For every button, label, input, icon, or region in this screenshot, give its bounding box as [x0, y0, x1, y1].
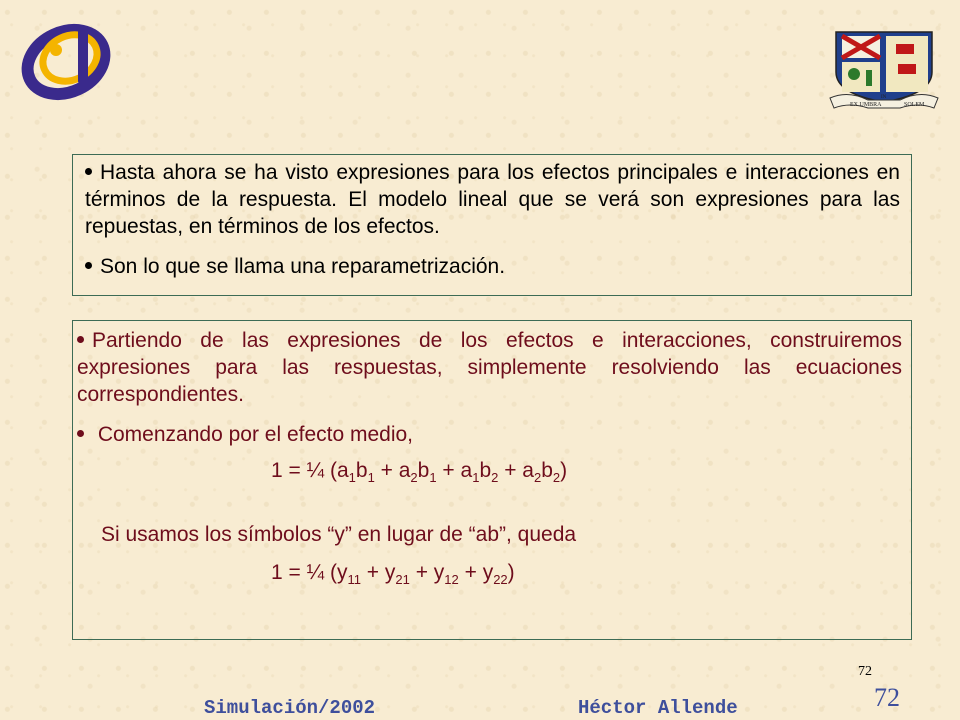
- text-box-intro: [72, 154, 912, 296]
- page-number: 72: [874, 683, 900, 712]
- crest-motto-right: SOLEM: [904, 102, 925, 108]
- bullet-dot-icon: [85, 262, 92, 269]
- crest-motto-mid: IN: [881, 95, 887, 100]
- bullet-dot-icon: [77, 430, 84, 437]
- text-box-derivation: [72, 320, 912, 640]
- bullet-item: [77, 421, 902, 448]
- bullet-text: Comenzando por el efecto medio,: [92, 423, 414, 446]
- bullet-dot-icon: [77, 336, 84, 343]
- bullet-text: Partiendo de las expresiones de los efectos e interacciones, construiremos expresiones para las respuestas, simplemente resolviendo las ecuaciones correspondientes.: [77, 329, 902, 406]
- footer-author: Héctor Allende: [578, 697, 738, 719]
- equation-mean-effect-ab: 1 = ¼ $(a_1b_1 + a_2b_1 + a_1b_2 + a_2b_2)$: [271, 459, 568, 486]
- equation-mean-effect-y: 1 = ¼ $(y_{11} + y_{21} + y_{12} + y_{22})$: [271, 561, 515, 588]
- bullet-item: [85, 253, 900, 280]
- institution-logo: [18, 10, 124, 102]
- bullet-text: Son lo que se llama una reparametrización.: [100, 255, 506, 278]
- bullet-text: Hasta ahora se ha visto expresiones para los efectos principales e interacciones en términos de la respuesta. El modelo lineal que se verá son expresiones para las repuestas, en términos de los efectos.: [85, 161, 900, 238]
- symbol-substitution-text: Si usamos los símbolos “y” en lugar de “ab”, queda: [101, 523, 577, 546]
- page-number-small: 72: [858, 664, 872, 679]
- bullet-item: [77, 327, 902, 408]
- university-crest-logo: [828, 28, 940, 112]
- crest-motto-left: EX UMBRA: [850, 102, 882, 108]
- footer-course: Simulación/2002: [204, 697, 376, 719]
- bullet-item: [85, 159, 900, 240]
- bullet-dot-icon: [85, 168, 92, 175]
